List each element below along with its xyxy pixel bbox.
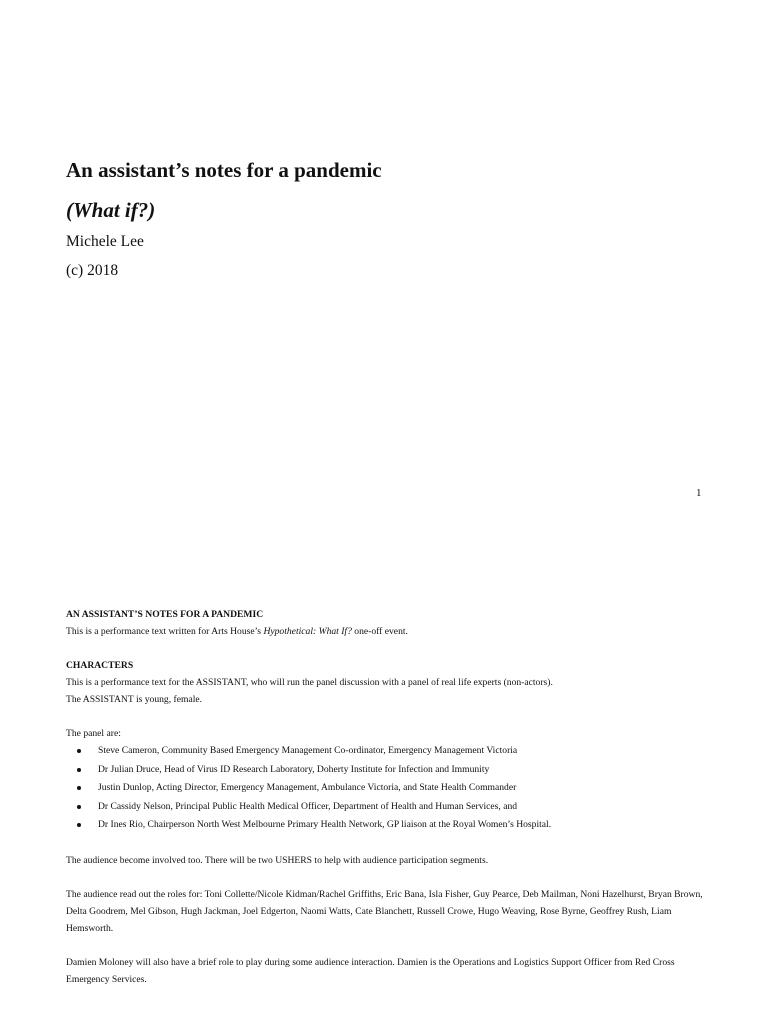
characters-heading: CHARACTERS	[66, 660, 134, 671]
page-number: 1	[696, 487, 702, 499]
characters-line: This is a performance text for the ASSISTANT, who will run the panel discussion with a panel of real life experts (non-actors).	[66, 677, 553, 688]
panel-list-item: Dr Ines Rio, Chairperson North West Melbourne Primary Health Network, GP liaison at the Royal Women’s Hospital.	[98, 816, 716, 835]
copyright-notice: (c) 2018	[66, 262, 119, 279]
intro-text-end: one-off event.	[354, 626, 408, 637]
panel-list-item: Dr Cassidy Nelson, Principal Public Health Medical Officer, Department of Health and Human Services, and	[98, 798, 716, 817]
panel-list	[66, 742, 716, 835]
intro-paragraph	[66, 623, 716, 640]
panel-list-item: Steve Cameron, Community Based Emergency Management Co-ordinator, Emergency Management Victoria	[98, 742, 716, 761]
damien-paragraph: Damien Moloney will also have a brief role to play during some audience interaction. Damien is the Operations and Logistics Support Officer from Red Cross Emergency Services.	[66, 956, 675, 985]
section-heading: AN ASSISTANT’S NOTES FOR A PANDEMIC	[66, 609, 264, 620]
panel-list-item: Dr Julian Druce, Head of Virus ID Research Laboratory, Doherty Institute for Infection and Immunity	[98, 761, 716, 780]
panel-intro: The panel are:	[66, 728, 121, 739]
audience-paragraph: The audience become involved too. There will be two USHERS to help with audience participation segments.	[66, 854, 489, 866]
roles-paragraph: The audience read out the roles for: Toni Collette/Nicole Kidman/Rachel Griffiths, Eric Bana, Isla Fisher, Guy Pearce, Deb Mailman, Noni Hazelhurst, Bryan Brown, Delta Goodrem, Mel Gibson, Hugh Jackman, Joel Edgerton, Naomi Watts, Cate Blanchett, Russell Crowe, Hugo Weaving, Rose Byrne, Geoffrey Rush, Liam Hemsworth.	[66, 888, 703, 934]
document-subtitle: (What if?)	[66, 198, 156, 222]
intro-event-title: Hypothetical: What If?	[263, 626, 352, 637]
intro-text: This is a performance text written for Arts House’s	[66, 626, 262, 637]
document-body	[66, 606, 716, 988]
characters-line: The ASSISTANT is young, female.	[66, 694, 203, 705]
document-title: An assistant’s notes for a pandemic	[66, 158, 382, 182]
author-name: Michele Lee	[66, 233, 144, 250]
panel-list-item: Justin Dunlop, Acting Director, Emergency Management, Ambulance Victoria, and State Health Commander	[98, 779, 716, 798]
